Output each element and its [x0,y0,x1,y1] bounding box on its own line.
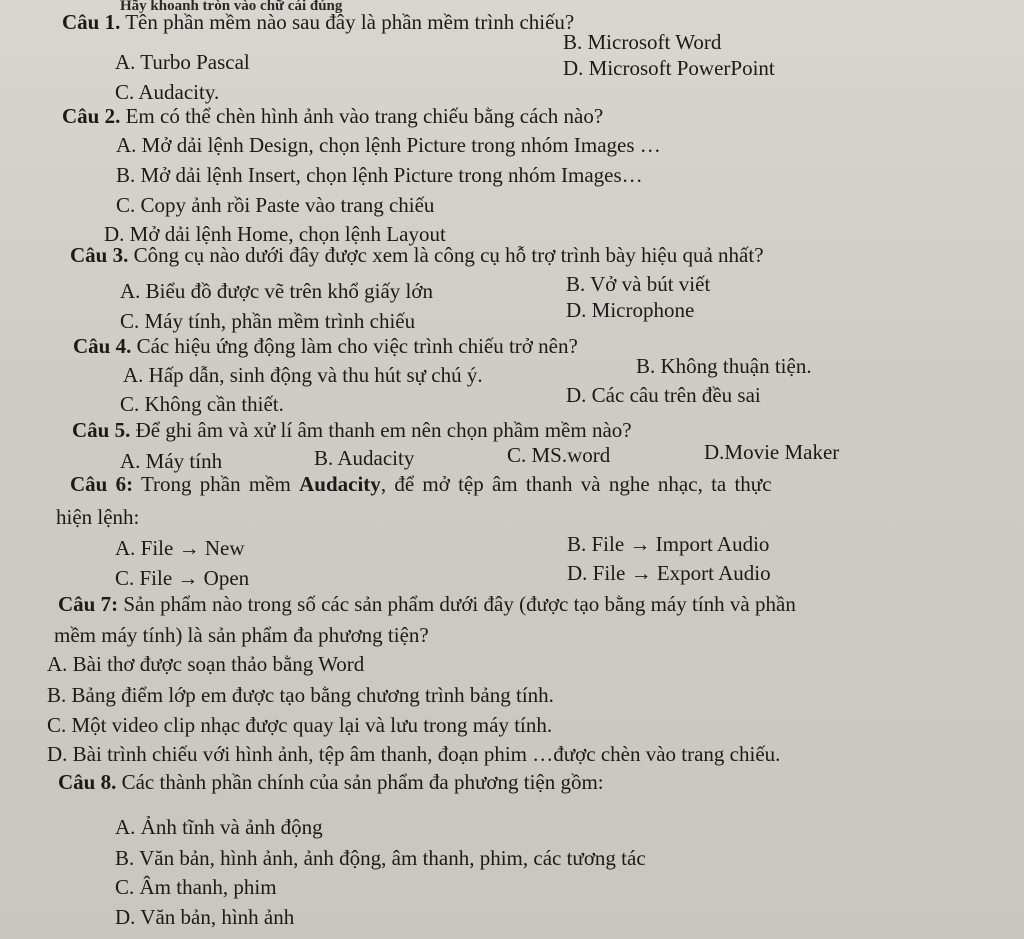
q8-option-a: A. Ảnh tĩnh và ảnh động [115,815,323,839]
q7-option-d: D. Bài trình chiếu với hình ảnh, tệp âm thanh, đoạn phim …được chèn vào trang chiếu. [47,742,781,766]
question-6-text-pre: Trong phần mềm [140,472,300,496]
question-6-label: Câu 6: [70,472,134,496]
q2-option-a: A. Mở dải lệnh Design, chọn lệnh Picture trong nhóm Images … [116,133,661,157]
question-8 [58,770,604,794]
q4-option-c: C. Không cần thiết. [120,392,284,416]
q6-option-a: A. File → New [115,536,245,560]
q4-option-d: D. Các câu trên đều sai [566,383,761,407]
q3-option-a: A. Biểu đồ được vẽ trên khổ giấy lớn [120,279,433,303]
q5-option-c: C. MS.word [507,443,611,467]
question-7-text: Sản phẩm nào trong số các sản phẩm dưới đây (được tạo bằng máy tính và phần [123,592,796,616]
q7-option-b: B. Bảng điểm lớp em được tạo bằng chương trình bảng tính. [47,683,554,707]
question-3-text: Công cụ nào dưới đây được xem là công cụ hỗ trợ trình bày hiệu quả nhất? [133,243,764,267]
q1-option-b: B. Microsoft Word [563,30,722,54]
q5-option-b: B. Audacity [314,446,415,470]
question-6-text-bold: Audacity [299,472,381,496]
question-8-text: Các thành phần chính của sản phẩm đa phương tiện gồm: [121,770,604,794]
question-2 [62,104,603,128]
question-5 [72,418,632,442]
question-6 [70,472,772,496]
question-2-label: Câu 2. [62,104,121,128]
q3-option-b: B. Vở và bút viết [566,272,711,296]
q2-option-d: D. Mở dải lệnh Home, chọn lệnh Layout [104,222,446,246]
question-1-text: Tên phần mềm nào sau đây là phần mềm trình chiếu? [125,10,575,34]
q6-option-b: B. File → Import Audio [567,532,770,556]
q2-option-b: B. Mở dải lệnh Insert, chọn lệnh Picture trong nhóm Images… [116,163,643,187]
q1-option-c: C. Audacity. [115,80,220,104]
question-6-text-post: , để mở tệp âm thanh và nghe nhạc, ta thực [380,472,772,496]
question-8-label: Câu 8. [58,770,117,794]
question-1-label: Câu 1. [62,10,121,34]
q4-option-b: B. Không thuận tiện. [636,354,812,378]
q8-option-c: C. Âm thanh, phim [115,875,277,899]
question-6-line2: hiện lệnh: [56,505,140,529]
question-7-label: Câu 7: [58,592,119,616]
question-7-line2: mềm máy tính) là sản phẩm đa phương tiện? [54,623,429,647]
q1-option-a: A. Turbo Pascal [115,50,250,74]
question-7 [58,592,796,616]
question-4 [73,334,578,358]
question-3-label: Câu 3. [70,243,129,267]
q4-option-a: A. Hấp dẫn, sinh động và thu hút sự chú ý. [123,363,483,387]
q3-option-d: D. Microphone [566,298,695,322]
q5-option-d: D.Movie Maker [704,440,840,464]
q8-option-d: D. Văn bản, hình ảnh [115,905,295,929]
question-3 [70,243,764,267]
instruction-header: Hãy khoanh tròn vào chữ cái đúng [120,0,343,14]
question-4-text: Các hiệu ứng động làm cho việc trình chiếu trở nên? [136,334,578,358]
question-4-label: Câu 4. [73,334,132,358]
q5-option-a: A. Máy tính [120,449,223,473]
q7-option-a: A. Bài thơ được soạn thảo bằng Word [47,652,365,676]
q6-option-d: D. File → Export Audio [567,561,771,585]
q3-option-c: C. Máy tính, phần mềm trình chiếu [120,309,416,333]
question-1 [62,10,574,34]
q6-option-c: C. File → Open [115,566,250,590]
question-2-text: Em có thể chèn hình ảnh vào trang chiếu bằng cách nào? [125,104,604,128]
q2-option-c: C. Copy ảnh rồi Paste vào trang chiếu [116,193,435,217]
question-5-label: Câu 5. [72,418,131,442]
question-5-text: Để ghi âm và xử lí âm thanh em nên chọn phầm mềm nào? [135,418,632,442]
q7-option-c: C. Một video clip nhạc được quay lại và lưu trong máy tính. [47,713,553,737]
q1-option-d: D. Microsoft PowerPoint [563,56,775,80]
q8-option-b: B. Văn bản, hình ảnh, ảnh động, âm thanh, phim, các tương tác [115,846,646,870]
